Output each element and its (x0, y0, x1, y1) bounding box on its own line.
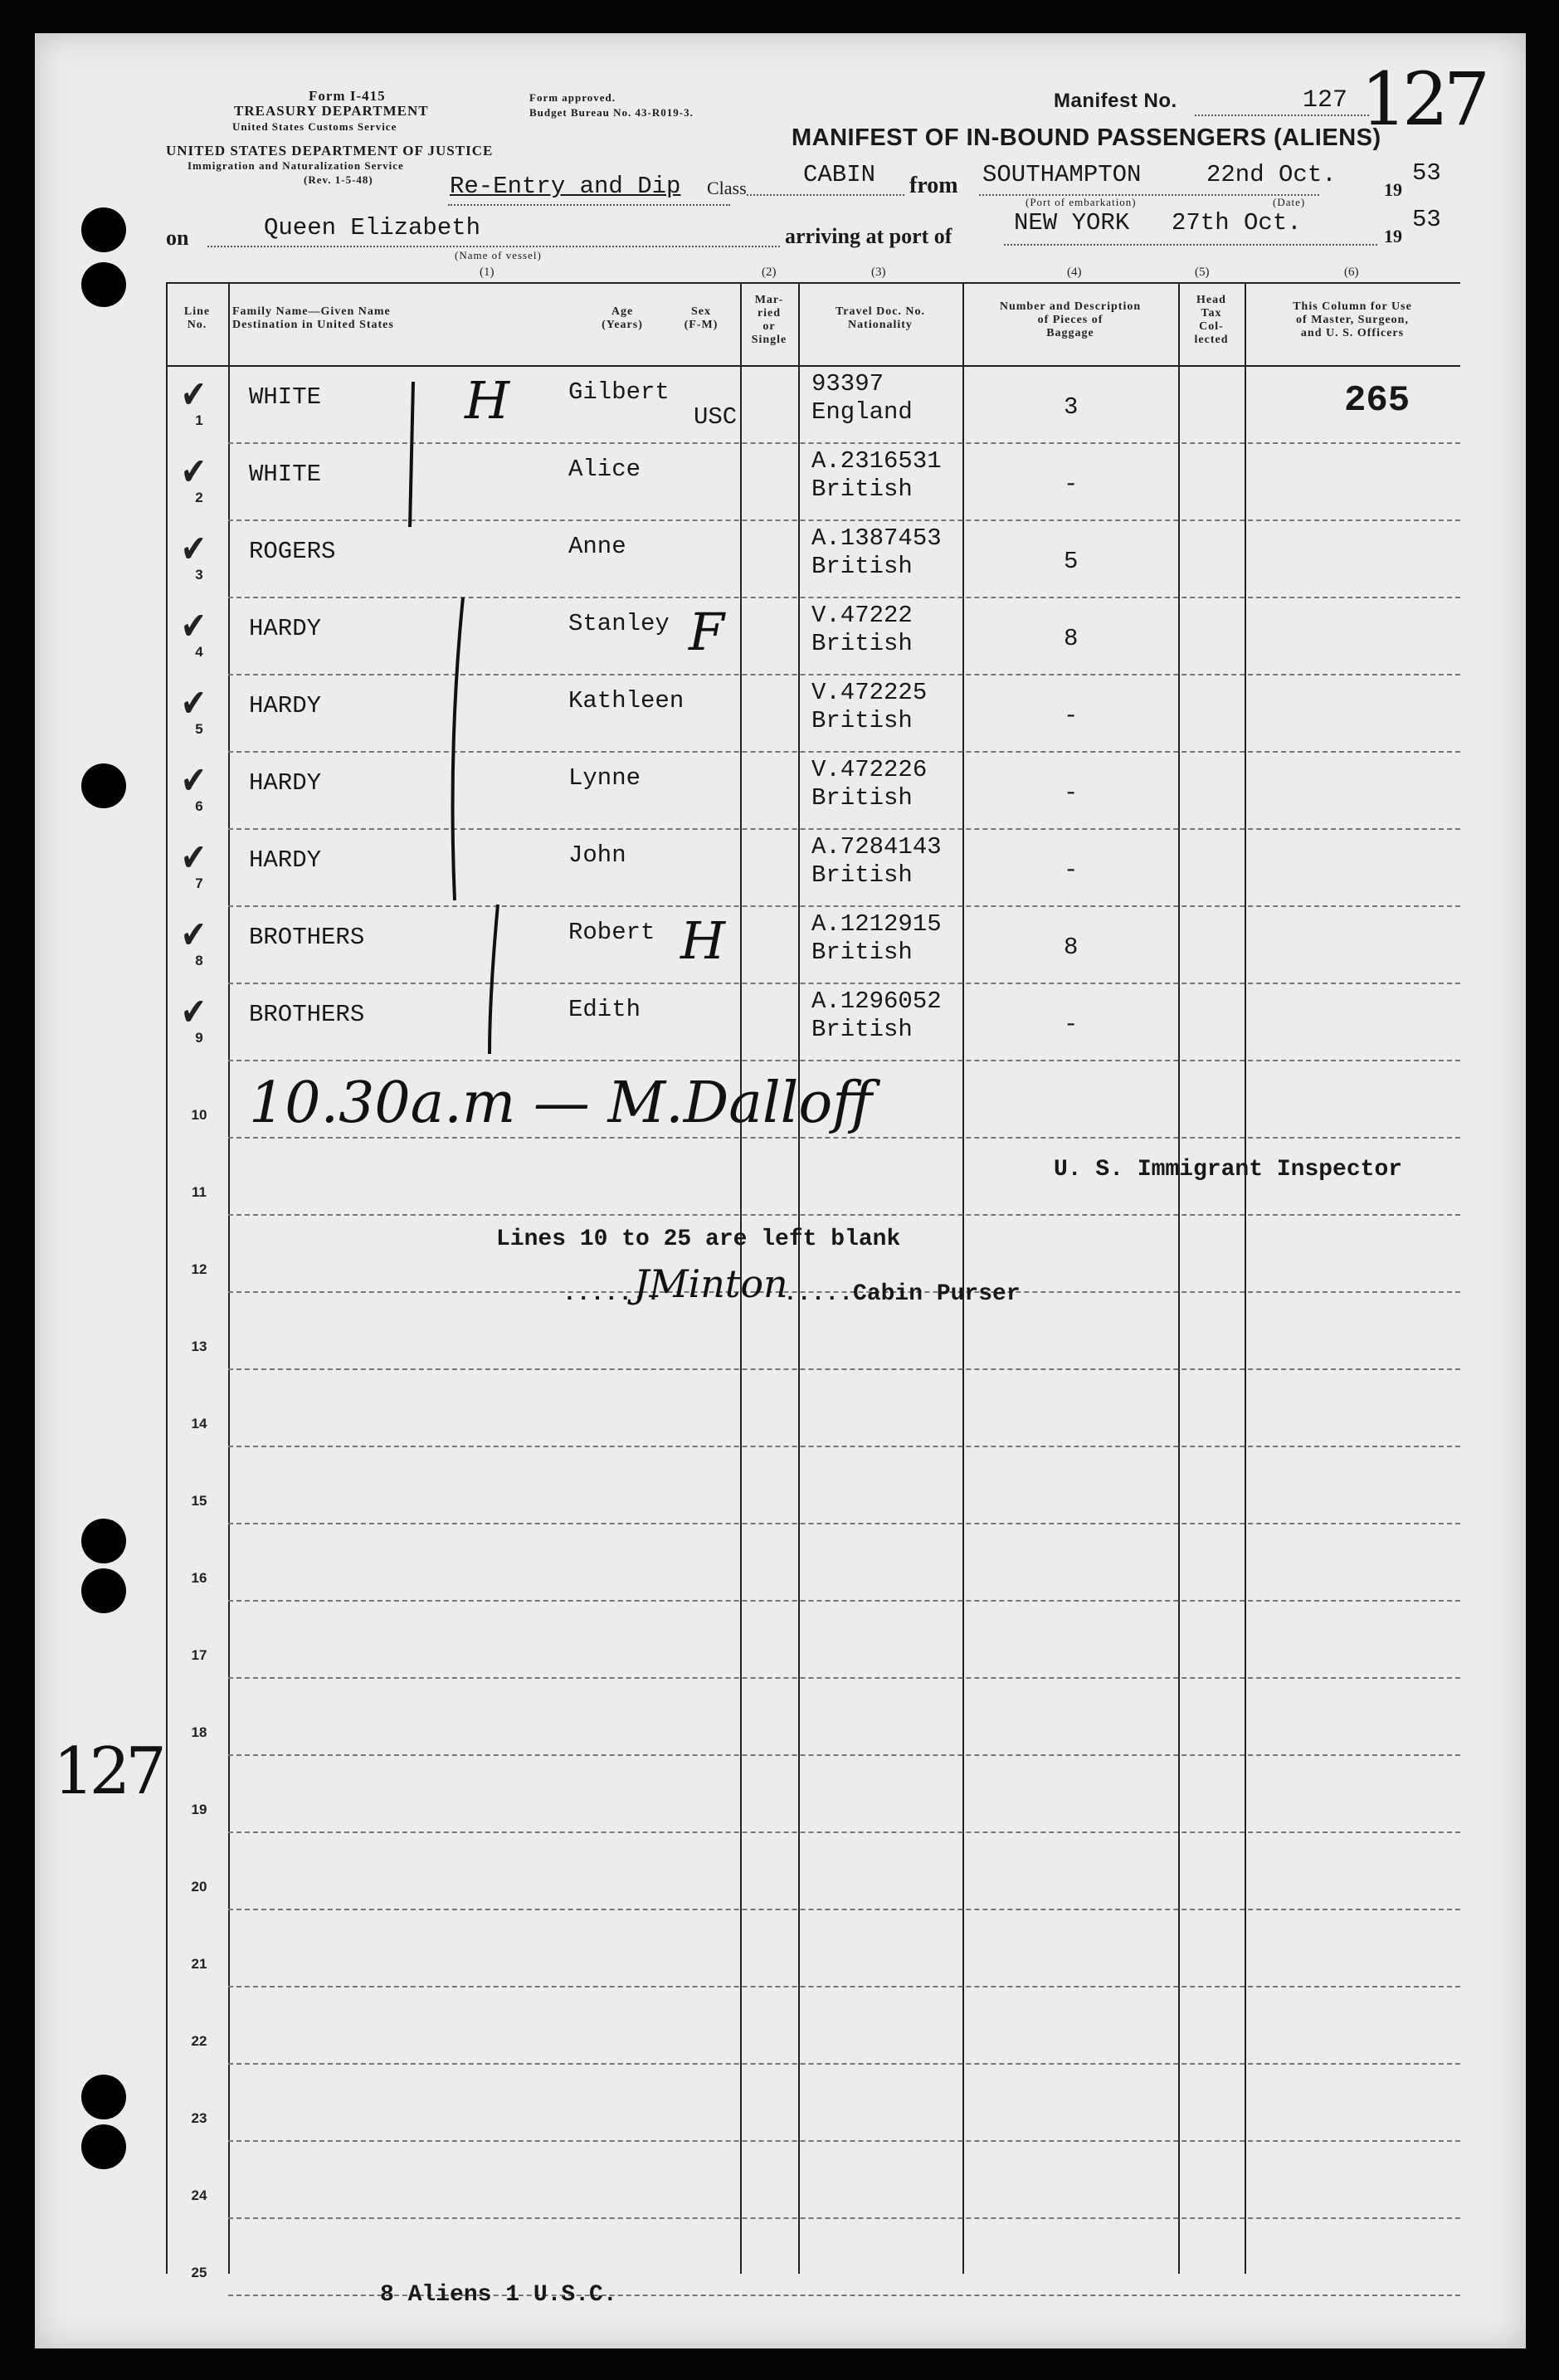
baggage-count: - (1064, 702, 1079, 729)
row-divider (228, 2217, 1460, 2219)
purser-signature: JMinton (634, 1261, 788, 1306)
arrival-date: 27th Oct. (1172, 209, 1302, 237)
check-mark-icon: ✔ (180, 758, 207, 802)
line-number: 6 (195, 798, 203, 814)
col-num-6: (6) (1344, 266, 1359, 279)
baggage-count: - (1064, 779, 1079, 807)
nationality: British (811, 707, 913, 734)
nationality: British (811, 553, 913, 580)
line-number: 5 (195, 721, 203, 737)
departure-year-prefix: 19 (1384, 179, 1402, 200)
row-divider (228, 905, 1460, 907)
nationality: British (811, 630, 913, 657)
check-mark-icon: ✔ (180, 526, 207, 571)
from-label: from (909, 173, 958, 198)
line-number: 9 (195, 1030, 203, 1046)
nationality: British (811, 476, 913, 503)
time-signature: 10.30a.m — M.Dalloff (249, 1071, 873, 1136)
blank-lines-note: Lines 10 to 25 are left blank (496, 1227, 901, 1252)
col-num-5: (5) (1195, 266, 1210, 279)
line-number: 17 (191, 1647, 207, 1663)
punch-hole (81, 2124, 126, 2169)
departure-date: 22nd Oct. (1206, 161, 1337, 188)
col-header-officers: This Column for Use of Master, Surgeon, and U. S. Officers (1293, 300, 1412, 339)
punch-hole (81, 2075, 126, 2119)
baggage-count: - (1064, 856, 1079, 884)
on-label: on (166, 226, 189, 250)
port-of-embarkation: SOUTHAMPTON (982, 161, 1142, 188)
line-number: 15 (191, 1493, 207, 1509)
manifest-number-handwritten: 127 (1361, 56, 1485, 142)
row-divider (228, 983, 1460, 984)
arriving-label: arriving at port of (785, 224, 952, 248)
given-name: Edith (568, 996, 641, 1023)
list-type: Re-Entry and Dip (450, 173, 681, 200)
inspector-label: U. S. Immigrant Inspector (1054, 1157, 1403, 1183)
manifest-number: 127 (1303, 86, 1348, 115)
family-name: HARDY (249, 846, 322, 874)
row-divider (228, 828, 1460, 830)
baggage-count: 8 (1064, 934, 1079, 961)
manifest-no-label: Manifest No. (1054, 90, 1177, 112)
col-header-age: Age (Years) (602, 305, 643, 331)
col-header-married: Mar- ried or Single (751, 294, 787, 346)
purser-label: .....Cabin Purser (783, 1281, 1021, 1307)
class-label: Class (707, 178, 747, 198)
family-name: HARDY (249, 769, 322, 797)
line-number: 24 (191, 2187, 207, 2203)
given-name: Kathleen (568, 687, 684, 714)
baggage-count: 8 (1064, 625, 1079, 652)
row-divider (228, 1137, 1460, 1139)
check-mark-icon: ✔ (180, 989, 207, 1034)
form-number: Form I-415 (309, 88, 386, 104)
departure-year: 53 (1412, 159, 1441, 187)
line-number: 13 (191, 1339, 207, 1354)
given-name: Alice (568, 456, 641, 483)
arrival-port: NEW YORK (1014, 209, 1130, 237)
officer-number: 265 (1344, 380, 1410, 422)
row-divider (228, 2063, 1460, 2065)
justice-department: UNITED STATES DEPARTMENT OF JUSTICE (166, 143, 494, 159)
col-num-4: (4) (1067, 266, 1082, 279)
col-header-line: Line No. (183, 305, 211, 331)
family-name: HARDY (249, 615, 322, 642)
row-divider (228, 751, 1460, 753)
handwritten-mark: H (680, 910, 726, 971)
nationality: British (811, 861, 913, 889)
line-number: 25 (191, 2265, 207, 2280)
line-number: 16 (191, 1570, 207, 1586)
check-mark-icon: ✔ (180, 912, 207, 957)
punch-hole (81, 1519, 126, 1563)
line-number: 21 (191, 1956, 207, 1972)
travel-doc-number: A.1212915 (811, 910, 942, 938)
budget-bureau: Budget Bureau No. 43-R019-3. (529, 106, 694, 119)
row-divider (228, 1060, 1460, 1061)
line-number: 4 (195, 644, 203, 660)
manifest-title: MANIFEST OF IN-BOUND PASSENGERS (ALIENS) (792, 124, 1381, 151)
row-divider (228, 1368, 1460, 1370)
citizen-note: USC (694, 403, 738, 431)
customs-service: United States Customs Service (232, 120, 397, 133)
travel-doc-number: V.472225 (811, 679, 928, 706)
check-mark-icon: ✔ (180, 835, 207, 880)
passenger-table (166, 266, 1460, 2280)
line-number: 7 (195, 875, 203, 891)
row-divider (228, 597, 1460, 598)
line-number: 12 (191, 1261, 207, 1277)
row-divider (228, 2140, 1460, 2142)
footer-summary: 8 Aliens 1 U.S.C. (380, 2282, 617, 2308)
row-divider (228, 1831, 1460, 1833)
purser-dots: ....... (563, 1281, 660, 1307)
line-number: 11 (192, 1184, 207, 1200)
line-number: 14 (191, 1416, 207, 1431)
line-number: 22 (191, 2033, 207, 2049)
travel-doc-number: A.1387453 (811, 524, 942, 552)
line-number: 10 (191, 1107, 207, 1123)
line-number: 3 (195, 567, 203, 583)
date-caption: (Date) (1273, 196, 1306, 208)
col-header-name: Family Name—Given Name Destination in United States (232, 305, 394, 331)
col-header-sex: Sex (F-M) (684, 305, 719, 331)
nationality: England (811, 398, 913, 426)
punch-hole (81, 1568, 126, 1613)
form-approved: Form approved. (529, 91, 616, 104)
vessel-name: Queen Elizabeth (264, 214, 481, 241)
family-name: BROTHERS (249, 1001, 365, 1028)
class-value: CABIN (803, 161, 876, 188)
row-divider (228, 1986, 1460, 1987)
vessel-caption: (Name of vessel) (455, 249, 542, 261)
row-divider (228, 1600, 1460, 1602)
row-divider (228, 519, 1460, 521)
baggage-count: - (1064, 1011, 1079, 1038)
col-num-2: (2) (762, 266, 777, 279)
check-mark-icon: ✔ (180, 603, 207, 648)
line-number: 18 (191, 1724, 207, 1740)
arrival-year: 53 (1412, 206, 1441, 233)
given-name: Anne (568, 533, 626, 560)
line-number: 19 (191, 1802, 207, 1817)
given-name: John (568, 841, 626, 869)
col-header-head-tax: Head Tax Col- lected (1194, 294, 1229, 346)
travel-doc-number: V.472226 (811, 756, 928, 783)
travel-doc-number: 93397 (811, 370, 884, 397)
given-name: Gilbert (568, 378, 670, 406)
col-num-1: (1) (480, 266, 494, 279)
travel-doc-number: V.47222 (811, 602, 913, 629)
line-number: 20 (191, 1879, 207, 1895)
col-header-travel-doc: Travel Doc. No. Nationality (835, 305, 926, 331)
col-header-baggage: Number and Description of Pieces of Baggage (999, 300, 1142, 339)
check-mark-icon: ✔ (180, 680, 207, 725)
row-divider (228, 1214, 1460, 1216)
punch-hole (81, 763, 126, 808)
line-number: 23 (191, 2110, 207, 2126)
given-name: Lynne (568, 764, 641, 792)
row-divider (228, 442, 1460, 444)
handwritten-mark: F (689, 602, 725, 662)
handwritten-mark: H (465, 370, 510, 431)
punch-hole (81, 262, 126, 307)
row-divider (228, 674, 1460, 675)
row-divider (228, 1446, 1460, 1447)
family-name: ROGERS (249, 538, 336, 565)
family-name: BROTHERS (249, 924, 365, 951)
check-mark-icon: ✔ (180, 449, 207, 494)
given-name: Robert (568, 919, 655, 946)
row-divider (228, 1523, 1460, 1524)
margin-number: 127 (53, 1734, 162, 1809)
row-divider (228, 1754, 1460, 1756)
travel-doc-number: A.2316531 (811, 447, 942, 475)
row-divider (228, 1677, 1460, 1679)
form-revision: (Rev. 1-5-48) (304, 173, 373, 186)
nationality: British (811, 939, 913, 966)
line-number: 1 (195, 412, 203, 428)
ins-service: Immigration and Naturalization Service (188, 159, 404, 172)
line-number: 8 (195, 953, 203, 968)
given-name: Stanley (568, 610, 670, 637)
punch-hole (81, 207, 126, 252)
line-number: 2 (195, 490, 203, 505)
row-divider (228, 1909, 1460, 1910)
family-name: WHITE (249, 383, 322, 411)
nationality: British (811, 784, 913, 812)
family-name: WHITE (249, 461, 322, 488)
baggage-count: 5 (1064, 548, 1079, 575)
nationality: British (811, 1016, 913, 1043)
arrival-year-prefix: 19 (1384, 226, 1402, 246)
travel-doc-number: A.1296052 (811, 988, 942, 1015)
check-mark-icon: ✔ (180, 372, 207, 417)
col-num-3: (3) (871, 266, 886, 279)
baggage-count: - (1064, 471, 1079, 498)
port-caption: (Port of embarkation) (1026, 196, 1137, 208)
baggage-count: 3 (1064, 393, 1079, 421)
treasury-department: TREASURY DEPARTMENT (234, 103, 429, 119)
family-name: HARDY (249, 692, 322, 719)
travel-doc-number: A.7284143 (811, 833, 942, 861)
